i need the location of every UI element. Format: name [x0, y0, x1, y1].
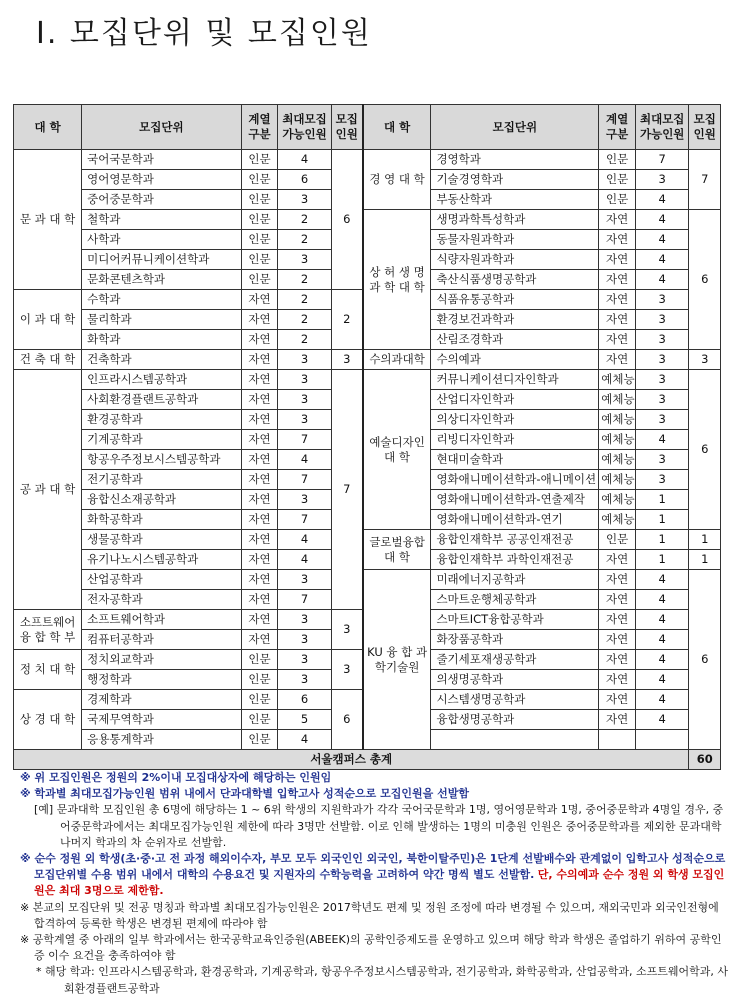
right-max-cell: 4 [635, 230, 688, 250]
left-track-cell: 인문 [241, 190, 278, 210]
right-track-cell: 자연 [599, 350, 636, 370]
total-row [14, 750, 721, 770]
left-max-cell: 2 [278, 270, 331, 290]
left-track-cell: 자연 [241, 430, 278, 450]
left-quota-cell: 3 [331, 650, 362, 690]
left-track-cell: 자연 [241, 370, 278, 390]
left-track-cell: 인문 [241, 170, 278, 190]
left-dept-cell: 전기공학과 [82, 470, 241, 490]
right-dept-cell: 의생명공학과 [431, 670, 599, 690]
right-max-cell: 1 [635, 490, 688, 510]
right-quota-cell: 6 [689, 210, 721, 350]
header-quota: 모집 인원 [689, 105, 721, 150]
right-track-cell: 예체능 [599, 390, 636, 410]
left-dept-cell: 화학공학과 [82, 510, 241, 530]
left-track-cell: 자연 [241, 350, 278, 370]
right-max-cell: 7 [635, 150, 688, 170]
left-track-cell: 자연 [241, 610, 278, 630]
left-dept-cell: 환경공학과 [82, 410, 241, 430]
right-max-cell: 3 [635, 290, 688, 310]
right-track-cell: 인문 [599, 190, 636, 210]
left-dept-cell: 인프라시스템공학과 [82, 370, 241, 390]
left-college-cell: 공 과 대 학 [14, 370, 82, 610]
left-dept-cell: 정치외교학과 [82, 650, 241, 670]
left-track-cell: 자연 [241, 510, 278, 530]
right-college-cell: 글로벌융합 대 학 [363, 530, 431, 570]
right-max-cell: 4 [635, 250, 688, 270]
right-track-cell: 예체능 [599, 430, 636, 450]
left-dept-cell: 생물공학과 [82, 530, 241, 550]
right-dept-cell: 줄기세포재생공학과 [431, 650, 599, 670]
left-max-cell: 3 [278, 410, 331, 430]
left-track-cell: 인문 [241, 270, 278, 290]
left-track-cell: 자연 [241, 290, 278, 310]
right-max-cell: 4 [635, 670, 688, 690]
total-value: 60 [689, 750, 721, 770]
left-track-cell: 인문 [241, 150, 278, 170]
right-college-cell: 경 영 대 학 [363, 150, 431, 210]
right-track-cell: 자연 [599, 590, 636, 610]
left-max-cell: 3 [278, 650, 331, 670]
note-abeek: ※ 공학계열 중 아래의 일부 학과에서는 한국공학교육인증원(ABEEK)의 공학인증제도를 운영하고 있으며 해당 학과 학생은 졸업하기 위하여 공학인증 이수 요건을 충족하여야 함 [20, 933, 722, 963]
right-dept-cell: 생명과학특성학과 [431, 210, 599, 230]
left-max-cell: 4 [278, 530, 331, 550]
right-max-cell: 1 [635, 550, 688, 570]
note-abeek-depts: * 해당 학과: 인프라시스템공학과, 환경공학과, 기계공학과, 항공우주정보시스템공학과, 전기공학과, 화학공학과, 산업공학과, 소프트웨어학과, 사회환경플랜트공학과 [36, 965, 728, 995]
left-max-cell: 3 [278, 350, 331, 370]
left-track-cell: 자연 [241, 330, 278, 350]
left-dept-cell: 국어국문학과 [82, 150, 241, 170]
right-dept-cell: 식량자원과학과 [431, 250, 599, 270]
right-track-cell: 자연 [599, 690, 636, 710]
right-dept-cell: 경영학과 [431, 150, 599, 170]
right-dept-cell: 융합인재학부 공공인재전공 [431, 530, 599, 550]
left-dept-cell: 전자공학과 [82, 590, 241, 610]
left-college-cell: 건 축 대 학 [14, 350, 82, 370]
left-track-cell: 인문 [241, 730, 278, 750]
left-max-cell: 3 [278, 190, 331, 210]
right-max-cell: 3 [635, 450, 688, 470]
left-max-cell: 2 [278, 210, 331, 230]
right-track-cell: 자연 [599, 550, 636, 570]
right-college-cell: 예술디자인 대 학 [363, 370, 431, 530]
header-univ: 대 학 [363, 105, 431, 150]
left-dept-cell: 철학과 [82, 210, 241, 230]
right-dept-cell: 융합생명공학과 [431, 710, 599, 730]
right-max-cell: 3 [635, 390, 688, 410]
left-max-cell: 3 [278, 610, 331, 630]
left-quota-cell: 6 [331, 690, 362, 750]
note-unit-change: ※ 본교의 모집단위 및 전공 명칭과 학과별 최대모집가능인원은 2017학년도 편제 및 정원 조정에 따라 변경될 수 있으며, 재외국민과 외국인전형에 합격하여 등록한 학생은 변경된 편제에 따라야 함 [20, 900, 719, 930]
left-dept-cell: 미디어커뮤니케이션학과 [82, 250, 241, 270]
right-dept-cell: 동물자원과학과 [431, 230, 599, 250]
left-track-cell: 자연 [241, 550, 278, 570]
table-row [14, 210, 721, 230]
right-track-cell: 자연 [599, 570, 636, 590]
right-quota-cell: 6 [689, 570, 721, 750]
right-dept-cell: 부동산학과 [431, 190, 599, 210]
right-track-cell: 인문 [599, 530, 636, 550]
right-dept-cell: 영화애니메이션학과-애니메이션 [431, 470, 599, 490]
left-track-cell: 인문 [241, 650, 278, 670]
left-max-cell: 2 [278, 310, 331, 330]
right-max-cell [635, 730, 688, 750]
right-max-cell: 4 [635, 650, 688, 670]
right-track-cell: 인문 [599, 150, 636, 170]
right-track-cell: 자연 [599, 290, 636, 310]
left-college-cell: 정 치 대 학 [14, 650, 82, 690]
right-max-cell: 3 [635, 350, 688, 370]
right-dept-cell: 기술경영학과 [431, 170, 599, 190]
left-dept-cell: 문화콘텐츠학과 [82, 270, 241, 290]
right-track-cell: 자연 [599, 650, 636, 670]
left-track-cell: 인문 [241, 250, 278, 270]
right-max-cell: 4 [635, 630, 688, 650]
left-college-cell: 문 과 대 학 [14, 150, 82, 290]
right-dept-cell: 융합인재학부 과학인재전공 [431, 550, 599, 570]
notes-section [20, 770, 732, 997]
table-row [14, 350, 721, 370]
note-example: [예] 문과대학 모집인원 총 6명에 해당하는 1 ~ 6위 학생의 지원학과가 각각 국어국문학과 1명, 영어영문학과 1명, 중어중문학과 4명일 경우, 중어중문학과에서는 최대모집가능인원 제한에 따라 3명만 선발함. 이로 인해 발생하는 1명의 미충원 인원은 중어중문학과를 제외한 문과대학 나머지 학과의 차 순위자로 선발함. [34, 803, 724, 849]
left-quota-cell: 3 [331, 350, 362, 370]
right-dept-cell: 시스템생명공학과 [431, 690, 599, 710]
header-quota: 모집 인원 [331, 105, 362, 150]
left-dept-cell: 산업공학과 [82, 570, 241, 590]
left-max-cell: 7 [278, 430, 331, 450]
left-max-cell: 3 [278, 250, 331, 270]
left-max-cell: 6 [278, 170, 331, 190]
right-dept-cell: 수의예과 [431, 350, 599, 370]
right-max-cell: 4 [635, 190, 688, 210]
left-track-cell: 인문 [241, 670, 278, 690]
right-dept-cell: 영화애니메이션학과-연기 [431, 510, 599, 530]
right-track-cell: 예체능 [599, 410, 636, 430]
left-dept-cell: 영어영문학과 [82, 170, 241, 190]
right-dept-cell: 산업디자인학과 [431, 390, 599, 410]
left-track-cell: 자연 [241, 310, 278, 330]
right-quota-cell: 3 [689, 350, 721, 370]
right-max-cell: 4 [635, 590, 688, 610]
left-max-cell: 7 [278, 510, 331, 530]
header-track: 계열 구분 [241, 105, 278, 150]
header-unit: 모집단위 [82, 105, 241, 150]
table-row [14, 370, 721, 390]
left-track-cell: 자연 [241, 390, 278, 410]
left-college-cell: 이 과 대 학 [14, 290, 82, 350]
right-dept-cell: 커뮤니케이션디자인학과 [431, 370, 599, 390]
header-max: 최대모집 가능인원 [278, 105, 331, 150]
left-max-cell: 7 [278, 590, 331, 610]
left-track-cell: 인문 [241, 690, 278, 710]
right-max-cell: 3 [635, 170, 688, 190]
left-max-cell: 4 [278, 150, 331, 170]
note-foreign-main: ※ 순수 정원 외 학생(초·중·고 전 과정 해외이수자, 부모 모두 외국인인 외국인, 북한이탈주민)은 1단계 선발배수와 관계없이 입학고사 성적순으로 모집단위별 수용 범위 내에서 대학의 수용요건 및 지원자의 수학능력을 고려하여 약간 명씩 별도 선발함. [20, 852, 726, 882]
right-track-cell: 예체능 [599, 510, 636, 530]
left-track-cell: 자연 [241, 570, 278, 590]
left-college-cell: 소프트웨어 융 합 학 부 [14, 610, 82, 650]
left-dept-cell: 유기나노시스템공학과 [82, 550, 241, 570]
left-max-cell: 4 [278, 450, 331, 470]
note-quota-ratio: ※ 위 모집인원은 정원의 2%이내 모집대상자에 해당하는 인원임 [20, 771, 332, 784]
left-max-cell: 3 [278, 370, 331, 390]
right-max-cell: 4 [635, 210, 688, 230]
left-max-cell: 6 [278, 690, 331, 710]
right-max-cell: 3 [635, 410, 688, 430]
left-dept-cell: 경제학과 [82, 690, 241, 710]
right-max-cell: 4 [635, 690, 688, 710]
left-track-cell: 인문 [241, 210, 278, 230]
right-dept-cell: 화장품공학과 [431, 630, 599, 650]
right-max-cell: 4 [635, 710, 688, 730]
left-quota-cell: 3 [331, 610, 362, 650]
left-quota-cell: 6 [331, 150, 362, 290]
right-track-cell: 자연 [599, 310, 636, 330]
right-track-cell: 자연 [599, 230, 636, 250]
left-quota-cell: 2 [331, 290, 362, 350]
left-track-cell: 자연 [241, 630, 278, 650]
left-max-cell: 3 [278, 670, 331, 690]
header-univ: 대 학 [14, 105, 82, 150]
right-track-cell: 예체능 [599, 450, 636, 470]
right-track-cell: 자연 [599, 250, 636, 270]
right-track-cell: 예체능 [599, 490, 636, 510]
right-dept-cell: 스마트운행체공학과 [431, 590, 599, 610]
left-max-cell: 2 [278, 290, 331, 310]
table-header-row [14, 105, 721, 150]
right-dept-cell: 리빙디자인학과 [431, 430, 599, 450]
left-dept-cell: 응용통계학과 [82, 730, 241, 750]
right-track-cell: 자연 [599, 210, 636, 230]
table-row [14, 150, 721, 170]
right-quota-cell: 1 [689, 530, 721, 550]
right-college-cell: KU 융 합 과학기술원 [363, 570, 431, 750]
left-dept-cell: 수학과 [82, 290, 241, 310]
right-dept-cell: 미래에너지공학과 [431, 570, 599, 590]
left-dept-cell: 국제무역학과 [82, 710, 241, 730]
left-dept-cell: 중어중문학과 [82, 190, 241, 210]
right-college-cell: 상 허 생 명 과 학 대 학 [363, 210, 431, 350]
left-dept-cell: 화학과 [82, 330, 241, 350]
right-dept-cell: 영화애니메이션학과-연출제작 [431, 490, 599, 510]
left-dept-cell: 물리학과 [82, 310, 241, 330]
note-foreign-students [20, 851, 732, 900]
right-max-cell: 3 [635, 310, 688, 330]
header-max: 최대모집 가능인원 [635, 105, 688, 150]
right-track-cell: 자연 [599, 710, 636, 730]
right-track-cell: 예체능 [599, 470, 636, 490]
right-dept-cell [431, 730, 599, 750]
left-max-cell: 3 [278, 490, 331, 510]
right-dept-cell: 식품유통공학과 [431, 290, 599, 310]
left-max-cell: 2 [278, 330, 331, 350]
right-track-cell: 자연 [599, 670, 636, 690]
left-dept-cell: 사학과 [82, 230, 241, 250]
left-dept-cell: 건축학과 [82, 350, 241, 370]
note-selection-order: ※ 학과별 최대모집가능인원 범위 내에서 단과대학별 입학고사 성적순으로 모집인원을 선발함 [20, 787, 469, 801]
left-dept-cell: 기계공학과 [82, 430, 241, 450]
right-max-cell: 4 [635, 570, 688, 590]
right-max-cell: 1 [635, 530, 688, 550]
left-track-cell: 인문 [241, 230, 278, 250]
left-dept-cell: 소프트웨어학과 [82, 610, 241, 630]
left-track-cell: 자연 [241, 530, 278, 550]
left-quota-cell: 7 [331, 370, 362, 610]
right-track-cell: 자연 [599, 610, 636, 630]
right-max-cell: 1 [635, 510, 688, 530]
right-track-cell [599, 730, 636, 750]
page-title: Ⅰ. 모집단위 및 모집인원 [36, 16, 372, 51]
right-track-cell: 자연 [599, 330, 636, 350]
left-dept-cell: 항공우주정보시스템공학과 [82, 450, 241, 470]
right-max-cell: 4 [635, 610, 688, 630]
right-max-cell: 3 [635, 370, 688, 390]
table-row [14, 570, 721, 590]
right-max-cell: 3 [635, 330, 688, 350]
left-college-cell: 상 경 대 학 [14, 690, 82, 750]
left-max-cell: 3 [278, 630, 331, 650]
right-track-cell: 예체능 [599, 370, 636, 390]
left-max-cell: 7 [278, 470, 331, 490]
right-dept-cell: 축산식품생명공학과 [431, 270, 599, 290]
right-track-cell: 자연 [599, 630, 636, 650]
right-dept-cell: 의상디자인학과 [431, 410, 599, 430]
total-label: 서울캠퍼스 총계 [14, 750, 689, 770]
right-track-cell: 인문 [599, 170, 636, 190]
right-dept-cell: 환경보건과학과 [431, 310, 599, 330]
left-track-cell: 자연 [241, 410, 278, 430]
left-dept-cell: 컴퓨터공학과 [82, 630, 241, 650]
admission-quota-table [13, 104, 721, 770]
right-quota-cell: 1 [689, 550, 721, 570]
left-max-cell: 3 [278, 390, 331, 410]
left-max-cell: 5 [278, 710, 331, 730]
right-track-cell: 자연 [599, 270, 636, 290]
header-track: 계열 구분 [599, 105, 636, 150]
right-max-cell: 4 [635, 270, 688, 290]
left-max-cell: 2 [278, 230, 331, 250]
left-track-cell: 자연 [241, 450, 278, 470]
header-unit: 모집단위 [431, 105, 599, 150]
left-track-cell: 인문 [241, 710, 278, 730]
right-dept-cell: 산림조경학과 [431, 330, 599, 350]
right-dept-cell: 현대미술학과 [431, 450, 599, 470]
left-max-cell: 4 [278, 730, 331, 750]
left-max-cell: 4 [278, 550, 331, 570]
right-quota-cell: 6 [689, 370, 721, 530]
left-dept-cell: 사회환경플랜트공학과 [82, 390, 241, 410]
left-dept-cell: 행정학과 [82, 670, 241, 690]
note-foreign-limit: 단, 수의예과 순수 정원 외 학생 모집인원은 최대 3명으로 제한함. [34, 868, 725, 898]
left-track-cell: 자연 [241, 470, 278, 490]
right-max-cell: 4 [635, 430, 688, 450]
right-quota-cell: 7 [689, 150, 721, 210]
table-row [14, 530, 721, 550]
right-college-cell: 수의과대학 [363, 350, 431, 370]
left-track-cell: 자연 [241, 590, 278, 610]
left-dept-cell: 융합신소재공학과 [82, 490, 241, 510]
right-max-cell: 3 [635, 470, 688, 490]
left-max-cell: 3 [278, 570, 331, 590]
left-track-cell: 자연 [241, 490, 278, 510]
right-dept-cell: 스마트ICT융합공학과 [431, 610, 599, 630]
